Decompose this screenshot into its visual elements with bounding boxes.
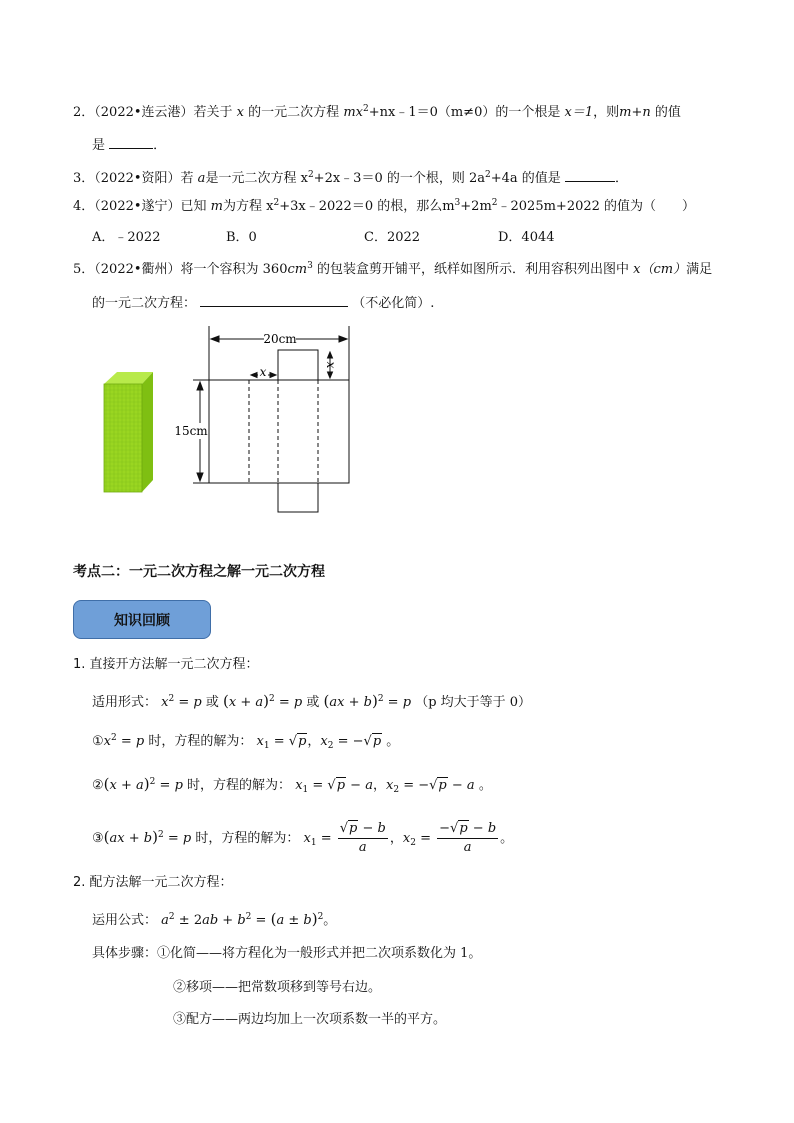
question-5-line-2: 的一元二次方程： （不必化简）. xyxy=(92,292,434,313)
question-2-line-2: 是 ． xyxy=(92,134,166,155)
answer-blank-q2[interactable] xyxy=(109,134,153,149)
question-4: 4．（2022•遂宁）已知 m为方程 $x^2+3x﹣2022=0$ 的根，那么$m^3+2m^2﹣2025m+2022$ 的值为（ ） xyxy=(73,198,696,214)
method-1-case-3: ③(ax + b)$^2$ = p 时，方程的解为： $x_1$ = $\frac{√p - b}{a}$ ，$x_2$ = $\frac{-√p - b}{a}$ 。 xyxy=(92,821,514,855)
question-5-line-1: 5．（2022•衢州）将一个容积为 $360cm^3$ 的包装盒剪开铺平，纸样如图所示．利用容积列出图中 x（cm）满足 xyxy=(73,261,713,277)
box-net-diagram xyxy=(193,326,349,512)
option-c[interactable]: C．2022 xyxy=(364,230,421,245)
knowledge-review-badge: 知识回顾 xyxy=(73,600,211,639)
method-2-step-2: ②移项——把常数项移到等号右边。 xyxy=(173,980,382,995)
answer-blank-q5[interactable] xyxy=(200,292,348,307)
answer-blank-q3[interactable] xyxy=(565,167,615,182)
option-a[interactable]: A．﹣2022 xyxy=(92,230,161,245)
x-label-horizontal: x xyxy=(259,365,267,379)
packaging-box-figure xyxy=(0,320,794,570)
question-2-line-1: 2．（2022•连云港）若关于 x 的一元二次方程 $mx^2+nx﹣1=0(m\ne 0)$的一个根是 x＝1，则m+n 的值 xyxy=(73,104,681,120)
section-heading: 考点二：一元二次方程之解一元二次方程 xyxy=(73,564,325,580)
method-2-step-3: ③配方——两边均加上一次项系数一半的平方。 xyxy=(173,1012,447,1027)
option-b[interactable]: B．0 xyxy=(226,230,257,245)
method-1-title: 1. 直接开方法解一元二次方程： xyxy=(73,657,259,672)
height-label: 15cm xyxy=(174,424,208,438)
question-3: 3．（2022•资阳）若 a是一元二次方程 $x^2+2x﹣3=0$ 的一个根，则 $2a^2+4a$ 的值是 ． xyxy=(73,167,628,188)
method-1-case-2: ②(x + a)$^2$ = p 时，方程的解为： $x_1 = √p - a$，$x_2 = -√p - a$ 。 xyxy=(92,775,492,795)
method-2-step-1: 具体步骤：①化简——将方程化为一般形式并把二次项系数化为 1。 xyxy=(92,946,482,961)
green-box-image xyxy=(104,372,153,492)
method-2-title: 2. 配方法解一元二次方程： xyxy=(73,875,233,890)
method-1-forms: 适用形式： $x^2 = p$ 或 $(x + a)^2 = p$ 或 (ax + b)$^2$ = p （p 均大于等于 0） xyxy=(92,692,532,710)
method-2-formula: 运用公式： $a^2 \pm 2ab + b^2 = (a \pm b)^2$。 xyxy=(92,910,337,928)
x-label-vertical: x xyxy=(324,361,338,369)
width-label: 20cm xyxy=(263,332,297,346)
method-1-case-1: $①x^2 = p$ 时，方程的解为： $x_1 = √p$，$x_2 = -√p$ 。 xyxy=(92,733,400,751)
option-d[interactable]: D．4044 xyxy=(498,230,555,245)
